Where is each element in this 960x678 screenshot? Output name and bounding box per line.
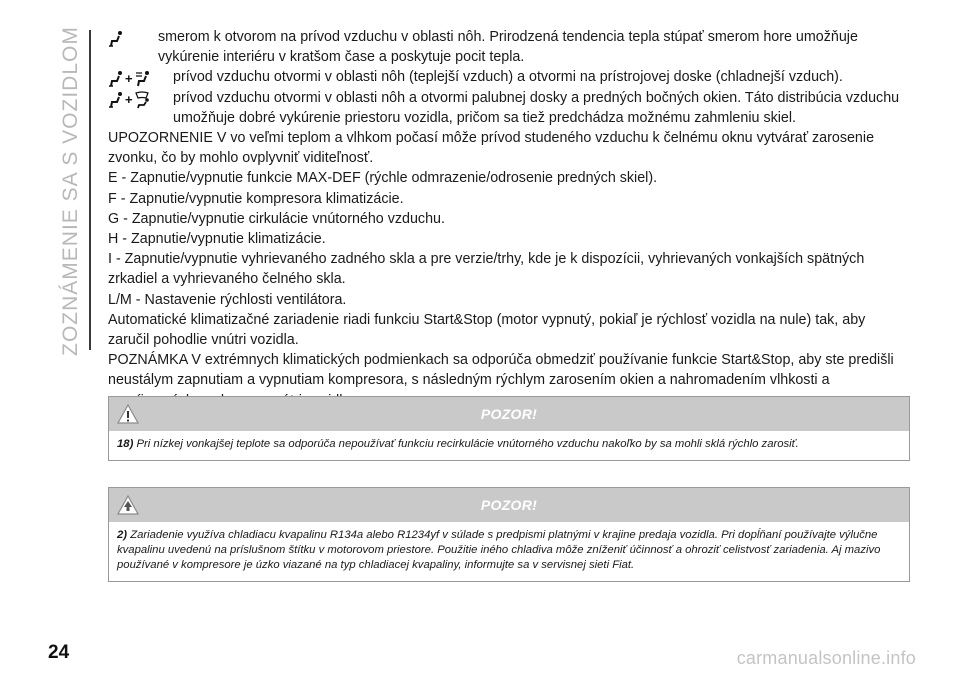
paragraph-note: POZNÁMKA V extrémnych klimatických podmienkach sa odporúča obmedziť používanie funkcie Start&Stop, aby ste predišli neustálym zapnutiam a vypnutiam kompresora, s následným rýchlym zarosením okien a nahromadením vlhkosti a bbox=[108, 352, 894, 389]
plus-sign: + bbox=[125, 91, 133, 107]
paragraph-i: I - Zapnutie/vypnutie vyhrievaného zadného skla a pre verzie/trhy, kde je k dispozícii, vyhrievaných vonkajších spätných zrkadiel a vyhrievaného čelného skla. bbox=[108, 251, 865, 288]
warning-title: POZOR! bbox=[480, 406, 538, 422]
paragraph-h: H - Zapnutie/vypnutie klimatizácie. bbox=[108, 231, 326, 248]
paragraph-e: E - Zapnutie/vypnutie funkcie MAX-DEF (rýchle odmrazenie/odrosenie predných skiel). bbox=[108, 170, 658, 187]
item-text: prívod vzduchu otvormi v oblasti nôh (teplejší vzduch) a otvormi na prístrojovej doske (chladnejší vzduch). bbox=[173, 69, 843, 86]
main-content bbox=[108, 27, 908, 411]
warning-text: Pri nízkej vonkajšej teplote sa odporúča nepoužívať funkciu recirkulácie vnútorného vzduchu nakoľko by sa mohli sklá rýchlo zarosiť. bbox=[136, 438, 799, 450]
warning-box-refrigerant bbox=[108, 487, 910, 582]
paragraph-g: G - Zapnutie/vypnutie cirkulácie vnútorného vzduchu. bbox=[108, 210, 445, 227]
warning-text: Zariadenie využíva chladiacu kvapalinu R134a alebo R1234yf v súlade s predpismi platnými v krajine predaja vozidla. Pri dopĺňaní používajte výlučne kvapalinu uvedenú na príslušnom štítku v motorovom priestore. Použitie iného chladiva môže zníženiť účinnosť a ohroziť celistvosť zariadenia. Aj mazivo používané v kompresore je úzko viazané na typ chladiacej kvapaliny, informujte sa v servisnej sieti Fiat. bbox=[117, 529, 881, 571]
air-distribution-item-floor bbox=[108, 27, 908, 67]
paragraph-lm: L/M - Nastavenie rýchlosti ventilátora. bbox=[108, 291, 347, 308]
side-section-title: ZOZNÁMENIE SA S VOZIDLOM bbox=[59, 25, 82, 356]
floor-windshield-vent-icon bbox=[108, 90, 152, 110]
warning-body bbox=[109, 431, 909, 460]
environment-tree-icon bbox=[117, 494, 139, 516]
plus-sign: + bbox=[125, 71, 133, 87]
paragraph-start-stop: Automatické klimatizačné zariadenie riadi funkciu Start&Stop (motor vypnutý, pokiaľ je rýchlosť vozidla na nule) tak, aby zaručil pohodlie vnútri vozidla. bbox=[108, 311, 866, 349]
air-distribution-item-floor-dashboard bbox=[108, 67, 908, 87]
warning-box-recirculation bbox=[108, 396, 910, 461]
warning-ref: 18) bbox=[117, 438, 134, 450]
paragraph-f: F - Zapnutie/vypnutie kompresora klimatizácie. bbox=[108, 190, 404, 207]
warning-title: POZOR! bbox=[480, 497, 538, 513]
item-text: smerom k otvorom na prívod vzduchu v oblasti nôh. Prirodzená tendencia tepla stúpať smerom hore umožňuje vykúrenie interiéru v kratšom čase a poskytuje pocit tepla. bbox=[158, 29, 858, 66]
paragraph-warning-note: UPOZORNENIE V vo veľmi teplom a vlhkom počasí môže prívod studeného vzduchu k čelnému oknu vytvárať zarosenie zvonku, čo by mohlo ovplyvniť viditeľnosť. bbox=[108, 130, 875, 167]
item-text: prívod vzduchu otvormi v oblasti nôh a otvormi palubnej dosky a predných bočných okien. Táto distribúcia vzduchu umožňuje dobré vykúrenie priestoru vozidla, pričom sa tiež predchádza možnému zahmleniu skiel. bbox=[173, 89, 900, 126]
watermark: carmanualsonline.info bbox=[736, 648, 916, 668]
air-distribution-item-floor-windshield bbox=[108, 88, 908, 128]
floor-dashboard-vent-icon bbox=[108, 69, 152, 89]
warning-header bbox=[109, 397, 909, 431]
warning-header bbox=[109, 488, 909, 522]
page-number: 24 bbox=[48, 642, 70, 663]
side-rule bbox=[89, 30, 91, 350]
warning-ref: 2) bbox=[117, 529, 128, 541]
floor-vent-icon bbox=[108, 29, 124, 49]
warning-triangle-icon bbox=[117, 403, 139, 425]
warning-body bbox=[109, 522, 909, 581]
